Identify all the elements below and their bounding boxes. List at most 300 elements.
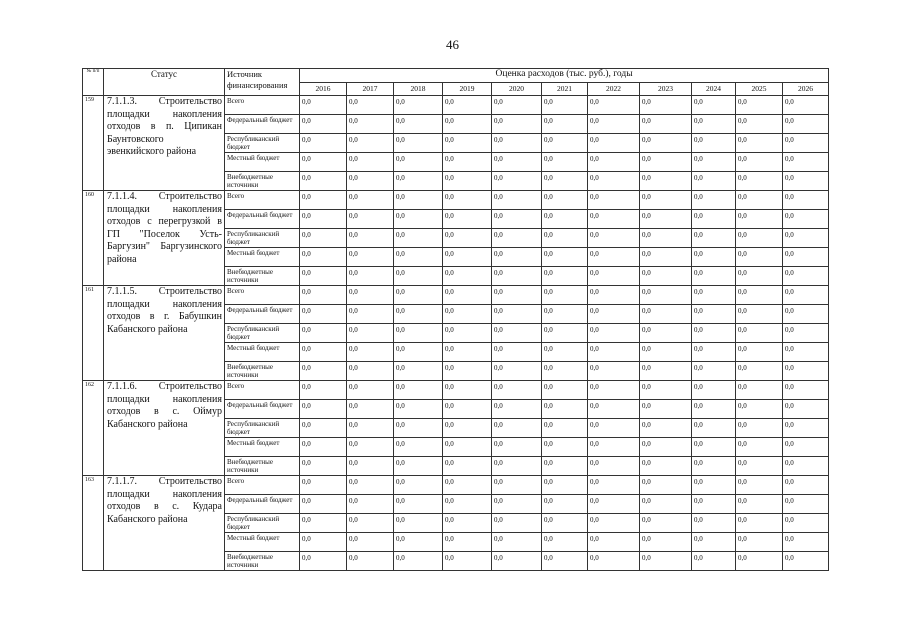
value-cell: 0,0: [640, 267, 692, 286]
value-cell: 0,0: [640, 134, 692, 153]
value-cell: 0,0: [443, 229, 492, 248]
value-cell: 0,0: [692, 476, 736, 495]
value-cell: 0,0: [640, 229, 692, 248]
value-cell: 0,0: [394, 457, 443, 476]
funding-source-cell: Внебюджетные источники: [225, 457, 300, 476]
value-cell: 0,0: [347, 267, 394, 286]
value-cell: 0,0: [300, 438, 347, 457]
value-cell: 0,0: [443, 248, 492, 267]
value-cell: 0,0: [640, 286, 692, 305]
value-cell: 0,0: [542, 134, 588, 153]
value-cell: 0,0: [394, 552, 443, 571]
funding-source-cell: Всего: [225, 476, 300, 495]
value-cell: 0,0: [640, 210, 692, 229]
funding-source-cell: Республиканский бюджет: [225, 324, 300, 343]
value-cell: 0,0: [588, 210, 640, 229]
value-cell: 0,0: [492, 362, 542, 381]
value-cell: 0,0: [443, 514, 492, 533]
value-cell: 0,0: [394, 400, 443, 419]
value-cell: 0,0: [736, 191, 783, 210]
value-cell: 0,0: [588, 495, 640, 514]
value-cell: 0,0: [783, 210, 829, 229]
value-cell: 0,0: [640, 324, 692, 343]
value-cell: 0,0: [492, 96, 542, 115]
header-year: 2019: [443, 83, 492, 96]
funding-source-cell: Внебюджетные источники: [225, 552, 300, 571]
value-cell: 0,0: [783, 362, 829, 381]
value-cell: 0,0: [783, 476, 829, 495]
value-cell: 0,0: [347, 381, 394, 400]
funding-source-cell: Всего: [225, 381, 300, 400]
value-cell: 0,0: [736, 172, 783, 191]
header-year: 2022: [588, 83, 640, 96]
funding-source-cell: Внебюджетные источники: [225, 362, 300, 381]
header-year: 2026: [783, 83, 829, 96]
value-cell: 0,0: [443, 134, 492, 153]
value-cell: 0,0: [692, 533, 736, 552]
value-cell: 0,0: [347, 552, 394, 571]
value-cell: 0,0: [640, 419, 692, 438]
value-cell: 0,0: [692, 248, 736, 267]
value-cell: 0,0: [783, 495, 829, 514]
value-cell: 0,0: [588, 96, 640, 115]
value-cell: 0,0: [692, 305, 736, 324]
value-cell: 0,0: [394, 419, 443, 438]
funding-source-cell: Республиканский бюджет: [225, 419, 300, 438]
value-cell: 0,0: [443, 210, 492, 229]
funding-source-cell: Всего: [225, 96, 300, 115]
value-cell: 0,0: [588, 362, 640, 381]
header-row: [83, 69, 829, 83]
value-cell: 0,0: [300, 324, 347, 343]
header-year: 2023: [640, 83, 692, 96]
header-year: 2016: [300, 83, 347, 96]
value-cell: 0,0: [783, 457, 829, 476]
funding-source-cell: Федеральный бюджет: [225, 115, 300, 134]
value-cell: 0,0: [783, 343, 829, 362]
header-year: 2020: [492, 83, 542, 96]
value-cell: 0,0: [300, 210, 347, 229]
value-cell: 0,0: [640, 172, 692, 191]
value-cell: 0,0: [347, 286, 394, 305]
value-cell: 0,0: [783, 400, 829, 419]
value-cell: 0,0: [783, 438, 829, 457]
value-cell: 0,0: [443, 191, 492, 210]
value-cell: 0,0: [394, 210, 443, 229]
row-number: 162: [83, 381, 104, 476]
value-cell: 0,0: [347, 134, 394, 153]
value-cell: 0,0: [492, 210, 542, 229]
funding-source-cell: Республиканский бюджет: [225, 514, 300, 533]
value-cell: 0,0: [443, 115, 492, 134]
value-cell: 0,0: [692, 438, 736, 457]
value-cell: 0,0: [542, 153, 588, 172]
value-cell: 0,0: [394, 514, 443, 533]
value-cell: 0,0: [300, 419, 347, 438]
funding-source-cell: Внебюджетные источники: [225, 172, 300, 191]
value-cell: 0,0: [736, 514, 783, 533]
value-cell: 0,0: [692, 229, 736, 248]
status-cell: 7.1.1.3. Строительство площадки накопления отходов в п. Ципикан Баунтовского эвенкийского района: [104, 96, 225, 191]
value-cell: 0,0: [492, 305, 542, 324]
value-cell: 0,0: [347, 438, 394, 457]
value-cell: 0,0: [783, 191, 829, 210]
value-cell: 0,0: [300, 248, 347, 267]
value-cell: 0,0: [443, 400, 492, 419]
value-cell: 0,0: [394, 248, 443, 267]
value-cell: 0,0: [692, 419, 736, 438]
value-cell: 0,0: [736, 381, 783, 400]
value-cell: 0,0: [347, 476, 394, 495]
value-cell: 0,0: [692, 362, 736, 381]
row-number: 163: [83, 476, 104, 571]
value-cell: 0,0: [692, 552, 736, 571]
value-cell: 0,0: [300, 552, 347, 571]
value-cell: 0,0: [492, 495, 542, 514]
value-cell: 0,0: [492, 552, 542, 571]
value-cell: 0,0: [736, 267, 783, 286]
value-cell: 0,0: [783, 324, 829, 343]
value-cell: 0,0: [347, 172, 394, 191]
value-cell: 0,0: [783, 286, 829, 305]
funding-source-cell: Местный бюджет: [225, 533, 300, 552]
status-cell: 7.1.1.5. Строительство площадки накопления отходов в г. Бабушкин Кабанского района: [104, 286, 225, 381]
value-cell: 0,0: [300, 115, 347, 134]
value-cell: 0,0: [736, 419, 783, 438]
funding-source-cell: Всего: [225, 286, 300, 305]
value-cell: 0,0: [542, 362, 588, 381]
value-cell: 0,0: [640, 115, 692, 134]
value-cell: 0,0: [736, 552, 783, 571]
value-cell: 0,0: [542, 495, 588, 514]
value-cell: 0,0: [394, 172, 443, 191]
value-cell: 0,0: [542, 400, 588, 419]
value-cell: 0,0: [492, 476, 542, 495]
status-cell: 7.1.1.6. Строительство площадки накопления отходов в с. Оймур Кабанского района: [104, 381, 225, 476]
value-cell: 0,0: [692, 381, 736, 400]
value-cell: 0,0: [783, 229, 829, 248]
value-cell: 0,0: [492, 172, 542, 191]
funding-source-cell: Федеральный бюджет: [225, 495, 300, 514]
value-cell: 0,0: [300, 153, 347, 172]
value-cell: 0,0: [783, 153, 829, 172]
value-cell: 0,0: [588, 343, 640, 362]
value-cell: 0,0: [394, 286, 443, 305]
value-cell: 0,0: [736, 457, 783, 476]
value-cell: 0,0: [542, 305, 588, 324]
value-cell: 0,0: [588, 514, 640, 533]
status-cell: 7.1.1.7. Строительство площадки накопления отходов в с. Кудара Кабанского района: [104, 476, 225, 571]
value-cell: 0,0: [394, 305, 443, 324]
value-cell: 0,0: [542, 286, 588, 305]
value-cell: 0,0: [443, 267, 492, 286]
value-cell: 0,0: [736, 438, 783, 457]
value-cell: 0,0: [542, 343, 588, 362]
value-cell: 0,0: [783, 115, 829, 134]
value-cell: 0,0: [347, 115, 394, 134]
value-cell: 0,0: [394, 153, 443, 172]
status-cell: 7.1.1.4. Строительство площадки накопления отходов с перегрузкой в ГП "Поселок Усть-Баргузин" Баргузинского района: [104, 191, 225, 286]
table-row: [83, 191, 829, 210]
row-number: 160: [83, 191, 104, 286]
value-cell: 0,0: [492, 419, 542, 438]
value-cell: 0,0: [443, 495, 492, 514]
value-cell: 0,0: [492, 438, 542, 457]
value-cell: 0,0: [492, 248, 542, 267]
value-cell: 0,0: [394, 96, 443, 115]
table-body: [83, 96, 829, 571]
value-cell: 0,0: [443, 457, 492, 476]
value-cell: 0,0: [783, 419, 829, 438]
value-cell: 0,0: [640, 191, 692, 210]
value-cell: 0,0: [347, 229, 394, 248]
value-cell: 0,0: [783, 305, 829, 324]
funding-source-cell: Федеральный бюджет: [225, 400, 300, 419]
value-cell: 0,0: [347, 400, 394, 419]
value-cell: 0,0: [300, 286, 347, 305]
value-cell: 0,0: [443, 419, 492, 438]
value-cell: 0,0: [588, 248, 640, 267]
funding-source-cell: Федеральный бюджет: [225, 305, 300, 324]
value-cell: 0,0: [736, 286, 783, 305]
value-cell: 0,0: [347, 514, 394, 533]
value-cell: 0,0: [588, 400, 640, 419]
header-num: № п/п: [83, 69, 104, 96]
value-cell: 0,0: [783, 96, 829, 115]
value-cell: 0,0: [640, 381, 692, 400]
value-cell: 0,0: [300, 343, 347, 362]
header-source: Источник финансирования: [225, 69, 300, 96]
value-cell: 0,0: [588, 305, 640, 324]
value-cell: 0,0: [542, 96, 588, 115]
value-cell: 0,0: [692, 134, 736, 153]
value-cell: 0,0: [692, 172, 736, 191]
value-cell: 0,0: [736, 115, 783, 134]
value-cell: 0,0: [492, 153, 542, 172]
funding-source-cell: Всего: [225, 191, 300, 210]
row-number: 159: [83, 96, 104, 191]
value-cell: 0,0: [783, 514, 829, 533]
funding-source-cell: Внебюджетные источники: [225, 267, 300, 286]
value-cell: 0,0: [588, 438, 640, 457]
value-cell: 0,0: [588, 115, 640, 134]
value-cell: 0,0: [542, 172, 588, 191]
value-cell: 0,0: [443, 286, 492, 305]
value-cell: 0,0: [692, 286, 736, 305]
funding-source-cell: Республиканский бюджет: [225, 134, 300, 153]
value-cell: 0,0: [736, 248, 783, 267]
value-cell: 0,0: [783, 381, 829, 400]
value-cell: 0,0: [736, 229, 783, 248]
funding-source-cell: Местный бюджет: [225, 248, 300, 267]
value-cell: 0,0: [347, 305, 394, 324]
header-year: 2024: [692, 83, 736, 96]
value-cell: 0,0: [640, 362, 692, 381]
value-cell: 0,0: [783, 172, 829, 191]
value-cell: 0,0: [692, 343, 736, 362]
header-year: 2021: [542, 83, 588, 96]
value-cell: 0,0: [394, 495, 443, 514]
value-cell: 0,0: [588, 457, 640, 476]
value-cell: 0,0: [542, 248, 588, 267]
value-cell: 0,0: [640, 438, 692, 457]
value-cell: 0,0: [640, 533, 692, 552]
value-cell: 0,0: [300, 191, 347, 210]
value-cell: 0,0: [640, 457, 692, 476]
header-estimate: Оценка расходов (тыс. руб.), годы: [300, 69, 829, 83]
value-cell: 0,0: [300, 457, 347, 476]
value-cell: 0,0: [300, 514, 347, 533]
value-cell: 0,0: [394, 343, 443, 362]
value-cell: 0,0: [736, 400, 783, 419]
value-cell: 0,0: [443, 476, 492, 495]
value-cell: 0,0: [492, 514, 542, 533]
value-cell: 0,0: [640, 343, 692, 362]
value-cell: 0,0: [300, 134, 347, 153]
table-row: [83, 476, 829, 495]
value-cell: 0,0: [736, 495, 783, 514]
value-cell: 0,0: [347, 191, 394, 210]
value-cell: 0,0: [640, 305, 692, 324]
value-cell: 0,0: [347, 153, 394, 172]
value-cell: 0,0: [542, 267, 588, 286]
value-cell: 0,0: [443, 381, 492, 400]
value-cell: 0,0: [300, 362, 347, 381]
value-cell: 0,0: [542, 476, 588, 495]
value-cell: 0,0: [492, 115, 542, 134]
value-cell: 0,0: [783, 552, 829, 571]
value-cell: 0,0: [394, 324, 443, 343]
value-cell: 0,0: [692, 153, 736, 172]
value-cell: 0,0: [492, 343, 542, 362]
value-cell: 0,0: [640, 153, 692, 172]
value-cell: 0,0: [783, 533, 829, 552]
value-cell: 0,0: [640, 552, 692, 571]
value-cell: 0,0: [443, 153, 492, 172]
value-cell: 0,0: [588, 267, 640, 286]
value-cell: 0,0: [692, 400, 736, 419]
value-cell: 0,0: [692, 191, 736, 210]
value-cell: 0,0: [300, 96, 347, 115]
value-cell: 0,0: [588, 552, 640, 571]
value-cell: 0,0: [736, 153, 783, 172]
value-cell: 0,0: [394, 438, 443, 457]
value-cell: 0,0: [640, 248, 692, 267]
value-cell: 0,0: [347, 457, 394, 476]
value-cell: 0,0: [394, 191, 443, 210]
value-cell: 0,0: [394, 229, 443, 248]
value-cell: 0,0: [300, 400, 347, 419]
value-cell: 0,0: [640, 476, 692, 495]
value-cell: 0,0: [347, 343, 394, 362]
funding-source-cell: Местный бюджет: [225, 343, 300, 362]
value-cell: 0,0: [692, 457, 736, 476]
value-cell: 0,0: [394, 533, 443, 552]
value-cell: 0,0: [347, 495, 394, 514]
value-cell: 0,0: [300, 172, 347, 191]
funding-source-cell: Федеральный бюджет: [225, 210, 300, 229]
value-cell: 0,0: [443, 96, 492, 115]
value-cell: 0,0: [588, 476, 640, 495]
header-year: 2018: [394, 83, 443, 96]
value-cell: 0,0: [443, 172, 492, 191]
value-cell: 0,0: [300, 305, 347, 324]
value-cell: 0,0: [542, 115, 588, 134]
value-cell: 0,0: [736, 343, 783, 362]
table-row: [83, 381, 829, 400]
value-cell: 0,0: [692, 267, 736, 286]
value-cell: 0,0: [300, 267, 347, 286]
value-cell: 0,0: [542, 533, 588, 552]
value-cell: 0,0: [492, 229, 542, 248]
value-cell: 0,0: [542, 381, 588, 400]
value-cell: 0,0: [347, 248, 394, 267]
value-cell: 0,0: [347, 96, 394, 115]
value-cell: 0,0: [492, 533, 542, 552]
value-cell: 0,0: [394, 115, 443, 134]
value-cell: 0,0: [542, 419, 588, 438]
value-cell: 0,0: [736, 96, 783, 115]
value-cell: 0,0: [736, 305, 783, 324]
value-cell: 0,0: [736, 476, 783, 495]
value-cell: 0,0: [347, 210, 394, 229]
value-cell: 0,0: [492, 381, 542, 400]
value-cell: 0,0: [492, 267, 542, 286]
value-cell: 0,0: [783, 134, 829, 153]
value-cell: 0,0: [492, 286, 542, 305]
value-cell: 0,0: [588, 229, 640, 248]
value-cell: 0,0: [692, 115, 736, 134]
value-cell: 0,0: [443, 362, 492, 381]
value-cell: 0,0: [300, 476, 347, 495]
table-row: [83, 286, 829, 305]
value-cell: 0,0: [443, 343, 492, 362]
value-cell: 0,0: [542, 324, 588, 343]
value-cell: 0,0: [588, 419, 640, 438]
value-cell: 0,0: [347, 419, 394, 438]
value-cell: 0,0: [394, 134, 443, 153]
value-cell: 0,0: [736, 533, 783, 552]
value-cell: 0,0: [783, 267, 829, 286]
value-cell: 0,0: [542, 191, 588, 210]
funding-source-cell: Республиканский бюджет: [225, 229, 300, 248]
value-cell: 0,0: [736, 362, 783, 381]
value-cell: 0,0: [736, 324, 783, 343]
value-cell: 0,0: [588, 324, 640, 343]
funding-source-cell: Местный бюджет: [225, 438, 300, 457]
value-cell: 0,0: [443, 533, 492, 552]
value-cell: 0,0: [492, 324, 542, 343]
value-cell: 0,0: [300, 229, 347, 248]
value-cell: 0,0: [347, 533, 394, 552]
value-cell: 0,0: [542, 552, 588, 571]
value-cell: 0,0: [347, 324, 394, 343]
value-cell: 0,0: [692, 96, 736, 115]
value-cell: 0,0: [588, 153, 640, 172]
value-cell: 0,0: [443, 552, 492, 571]
value-cell: 0,0: [492, 457, 542, 476]
value-cell: 0,0: [640, 96, 692, 115]
value-cell: 0,0: [492, 191, 542, 210]
value-cell: 0,0: [300, 495, 347, 514]
value-cell: 0,0: [692, 210, 736, 229]
value-cell: 0,0: [443, 438, 492, 457]
value-cell: 0,0: [542, 514, 588, 533]
value-cell: 0,0: [542, 210, 588, 229]
value-cell: 0,0: [692, 324, 736, 343]
value-cell: 0,0: [492, 400, 542, 419]
row-number: 161: [83, 286, 104, 381]
